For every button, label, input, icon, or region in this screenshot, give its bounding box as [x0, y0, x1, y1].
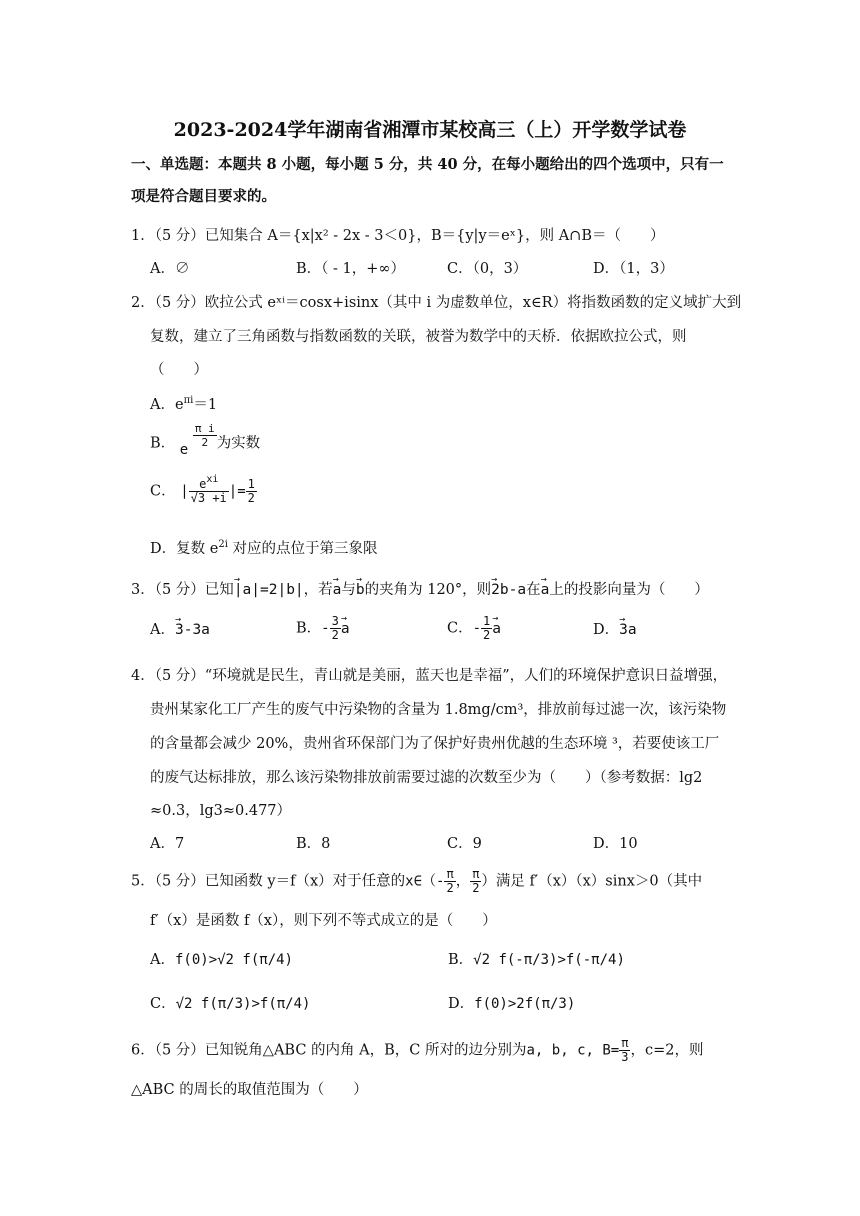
- q2-option-a: A．$e^{\pi i}=1$: [150, 395, 218, 413]
- q1-option-d: D．（1，3）: [593, 261, 674, 277]
- question-6-line2: △ABC 的周长的取值范围为（ ）: [131, 1082, 368, 1098]
- question-1-stem: 1．（5 分）已知集合 A＝{x|x² - 2x - 3＜0}，B＝{y|y＝eˣ}，则 A∩B＝（ ）: [131, 228, 665, 244]
- q2-option-d: D．复数 $e^{2i}$ 对应的点位于第三象限: [150, 539, 378, 557]
- q1-option-c: C．（0，3）: [447, 261, 528, 277]
- section-heading-line1: 一、单选题：本题共 8 小题，每小题 5 分，共 40 分，在每小题给出的四个选项中，只有一: [131, 156, 724, 173]
- question-4-line5: ≈0.3，lg3≈0.477）: [150, 803, 292, 819]
- question-4-line3: 的含量都会减少 20%，贵州省环保部门为了保护好贵州优越的生态环境 ³，若要使该工厂: [150, 736, 720, 752]
- q4-option-b: B．8: [296, 836, 331, 852]
- question-3-stem: 3．（5 分）已知→ |a|=2|b|，若→ a与→ b的夹角为 120°，则→ 2b-a在→ a上的投影向量为（ ）: [131, 580, 709, 600]
- question-4-line2: 贵州某家化工厂产生的废气中污染物的含量为 1.8mg/cm³，排放前每过滤一次，该污染物: [150, 702, 727, 718]
- question-2-line3: （ ）: [150, 362, 208, 378]
- q1-option-a: A．∅: [150, 261, 190, 277]
- question-5-line2: f′（x）是函数 f（x），则下列不等式成立的是（ ）: [150, 913, 497, 929]
- q2-option-b: B． e $\frac{\text{π i}}{2}$ 为实数: [150, 422, 261, 458]
- q5-option-d: D．f(0)>2f(π/3): [448, 996, 576, 1012]
- q5-option-c: C．√2 f(π/3)>f(π/4): [150, 996, 311, 1012]
- q3-option-d: D．→ 3a: [593, 620, 637, 640]
- question-5-line1: 5．（5 分）已知函数 y＝f（x）对于任意的x∈（- $\frac{\pi}{2}$ ， $\frac{\pi}{2}$ ）满足 f′（x）（x）sinx＞0（其中: [131, 867, 703, 895]
- question-4-line4: 的废气达标排放，那么该污染物排放前需要过滤的次数至少为（ ）（参考数据：lg2: [150, 770, 703, 786]
- question-6-line1: 6．（5 分）已知锐角△ABC 的内角 A，B，C 所对的边分别为a, b, c, B= $\frac{\pi}{3}$ ，c=2，则: [131, 1036, 704, 1064]
- page-title: 2023-2024学年湖南省湘潭市某校高三（上）开学数学试卷: [173, 119, 687, 141]
- question-4-line1: 4．（5 分）“环境就是民生，青山就是美丽，蓝天也是幸福”，人们的环境保护意识日益增强，: [131, 668, 728, 684]
- q4-option-a: A．7: [150, 836, 185, 852]
- q3-option-c: C．- $\frac{1}{2}$ → a: [447, 615, 501, 647]
- q5-option-a: A．f(0)>√2 f(π/4): [150, 952, 293, 968]
- q2-option-c: C． | $\frac{e^{xi}}{√3 +i}$ |= $\frac{1}{2}$: [150, 474, 255, 505]
- q3-option-b: B．- $\frac{3}{2}$ → a: [296, 615, 350, 647]
- q5-option-b: B．√2 f(-π/3)>f(-π/4): [448, 952, 625, 968]
- section-heading-line2: 项是符合题目要求的。: [131, 188, 276, 205]
- q4-option-d: D．10: [593, 836, 638, 852]
- q1-option-b: B．（ - 1，+∞）: [296, 261, 405, 277]
- question-2-line1: 2．（5 分）欧拉公式 eˣⁱ＝cosx+isinx（其中 i 为虚数单位，x∈R）将指数函数的定义域扩大到: [131, 295, 742, 311]
- q4-option-c: C．9: [447, 836, 482, 852]
- q3-option-a: A．→ 3-3a: [150, 620, 210, 640]
- question-2-line2: 复数，建立了三角函数与指数函数的关联，被誉为数学中的天桥．依据欧拉公式，则: [150, 329, 687, 345]
